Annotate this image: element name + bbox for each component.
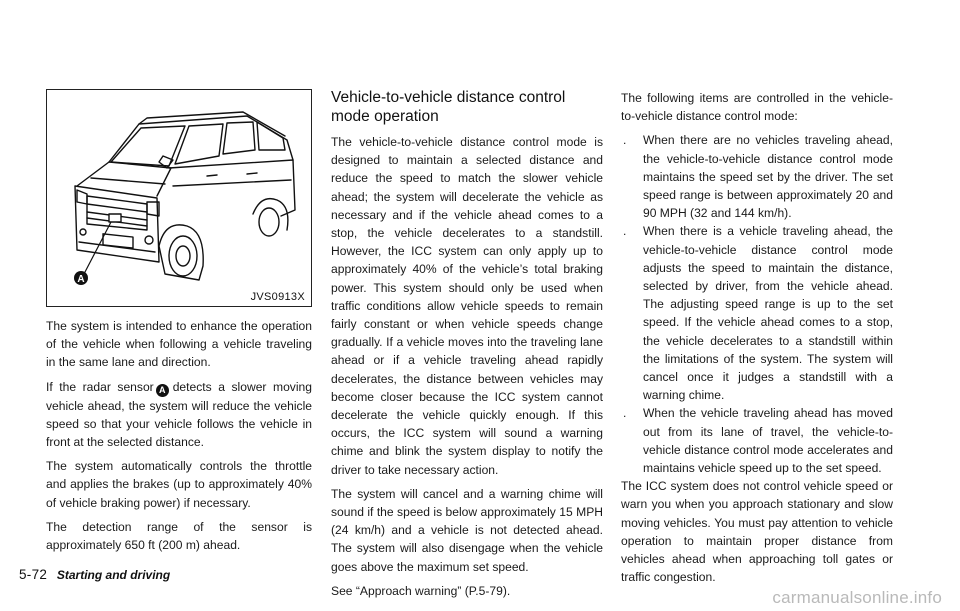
list-item [621, 131, 893, 222]
col3-intro: The following items are controlled in the vehicle-to-vehicle distance control mode: [621, 91, 893, 124]
column-2 [331, 88, 603, 600]
page-number: 5-72 [19, 567, 48, 582]
marker-a-label: A [77, 274, 85, 285]
list-item-text: When there are no vehicles traveling ahead, the vehicle-to-vehicle distance control mode maintains the speed set by the driver. The set speed range is between approximately 20 and 90 MPH (32 and 144 km/h). [643, 133, 893, 221]
marker-a-icon: A [156, 384, 169, 397]
marker-a-callout [74, 271, 88, 285]
col1-paragraph-2 [46, 378, 312, 452]
list-item [621, 222, 893, 404]
bullet-mark: . [623, 224, 627, 239]
figure-vehicle-illustration [46, 89, 312, 307]
col2-paragraph-2: The system will cancel and a warning chime will sound if the speed is below approximately 15 MPH (24 km/h) and a vehicle is not detected ahead. The system will also disengage when the vehicle goes above the maximum set speed. [331, 486, 603, 574]
col1-paragraph-1: The system is intended to enhance the operation of the vehicle when following a vehicle traveling in the same lane and direction. [46, 319, 312, 370]
column-1 [46, 317, 312, 554]
col1-p2-post: detects a slower moving vehicle ahead, the system will reduce the vehicle speed so that your vehicle follows the vehicle in front at the selected distance. [46, 379, 312, 450]
col1-paragraph-4: The detection range of the sensor is approximately 650 ft (200 m) ahead. [46, 519, 312, 553]
section-heading: Vehicle-to-vehicle distance control mode operation [331, 89, 566, 125]
bullet-mark: . [623, 133, 627, 148]
list-item [621, 404, 893, 477]
list-item-text: When the vehicle traveling ahead has moved out from its lane of travel, the vehicle-to-vehicle distance control mode accelerates and maintains vehicle speed up to the set speed. [643, 406, 893, 476]
col2-paragraph-1: The vehicle-to-vehicle distance control mode is designed to maintain a selected distance and reduce the speed to match the slower vehicle ahead; the system will decelerate the vehicle as necessary and if the vehicle ahead comes to a stop, the vehicle decelerates to a standstill. However, the ICC system can only apply up to approximately 40% of the vehicle’s total braking power. This system should only be used when traffic conditions allow vehicle speeds to remain fairly constant or when vehicle speeds change gradually. If a vehicle moves into the traveling lane ahead or if a vehicle traveling ahead rapidly decelerates, the distance between vehicles may become closer because the ICC system cannot decelerate the vehicle quickly enough. If this occurs, the ICC system will sound a warning chime and blink the system display to notify the driver to take necessary action. [331, 135, 603, 477]
col2-paragraph-3: See “Approach warning” (P.5-79). [331, 583, 511, 598]
figure-code: JVS0913X [250, 291, 305, 303]
list-item-text: When there is a vehicle traveling ahead, the vehicle-to-vehicle distance control mode adjusts the speed to maintain the distance, selected by driver, from the vehicle ahead. The adjusting speed range is up to the set speed. If the vehicle ahead comes to a stop, the vehicle decelerates to a standstill within the limitations of the system. The system will cancel once it judges a standstill with a warning chime. [643, 224, 893, 403]
page-footer [19, 567, 170, 582]
bullet-mark: . [623, 406, 627, 421]
col1-paragraph-3: The system automatically controls the throttle and applies the brakes (up to approximately 40% of vehicle braking power) if necessary. [46, 459, 312, 510]
col1-p2-pre: If the radar sensor [46, 379, 154, 394]
section-title: Starting and driving [56, 568, 171, 582]
col3-closing: The ICC system does not control vehicle speed or warn you when you approach stationary and slow moving vehicles. You must pay attention to vehicle operation to maintain proper distance from vehicles ahead when approaching toll gates or traffic congestion. [621, 479, 893, 585]
suv-illustration [47, 90, 311, 306]
watermark: carmanualsonline.info [772, 588, 942, 607]
column-3 [621, 89, 893, 586]
